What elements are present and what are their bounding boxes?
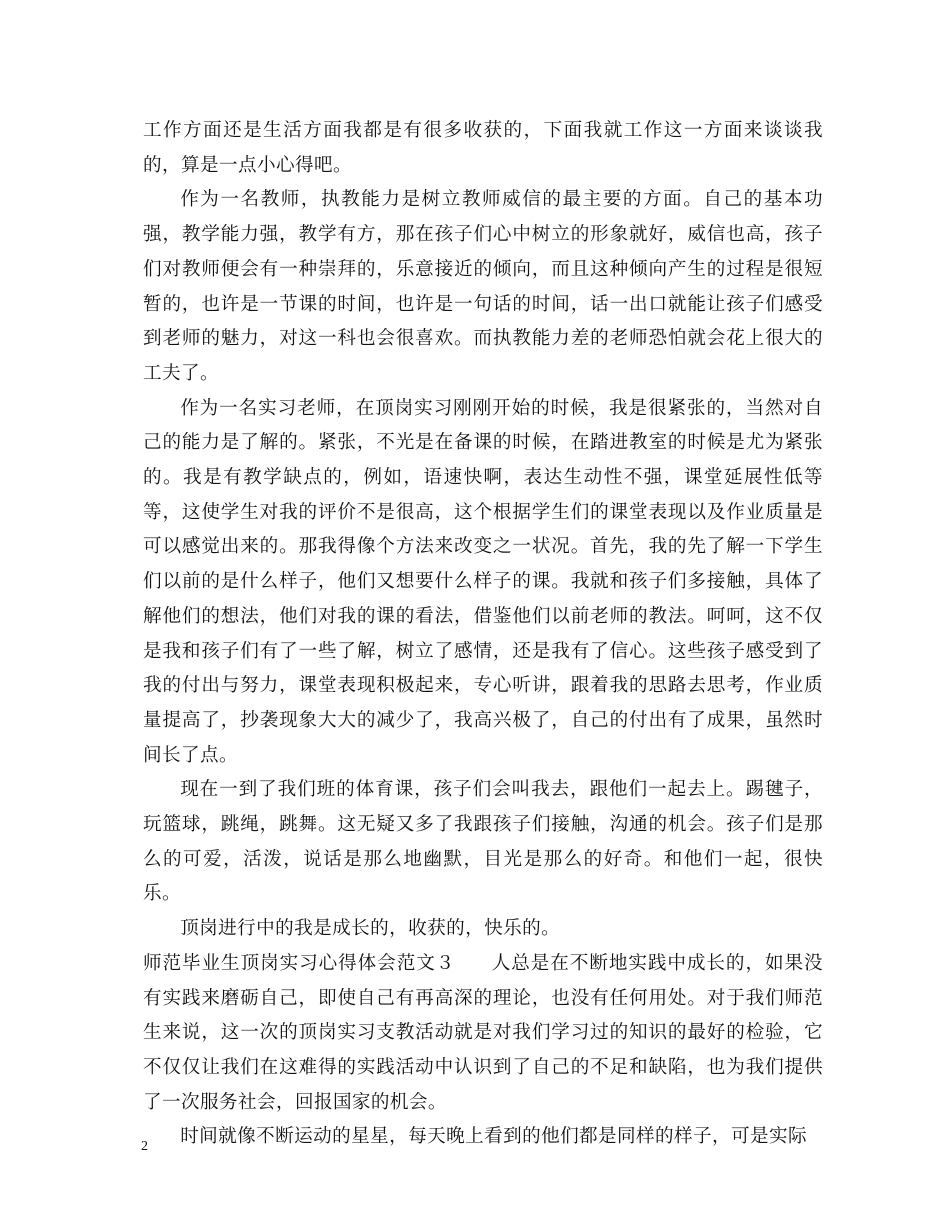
document-body [143, 114, 823, 1155]
page-number: 2 [141, 1139, 148, 1154]
paragraph-teaching-ability: 作为一名教师，执教能力是树立教师威信的最主要的方面。自己的基本功强，教学能力强，教学有方，那在孩子们心中树立的形象就好，威信也高，孩子们对教师便会有一种崇拜的，乐意接近的倾向，而且这种倾向产生的过程是很短暂的，也许是一节课的时间，也许是一句话的时间，话一出口就能让孩子们感受到老师的魅力，对这一科也会很喜欢。而执教能力差的老师恐怕就会花上很大的工夫了。 [143, 189, 823, 384]
paragraph-continuation: 工作方面还是生活方面我都是有很多收获的，下面我就工作这一方面来谈谈我的，算是一点小心得吧。 [143, 120, 823, 176]
paragraph-time-stars: 时间就像不断运动的星星，每天晚上看到的他们都是同样的样子，可是实际 [180, 1126, 807, 1148]
paragraph-growth: 顶岗进行中的我是成长的，收获的，快乐的。 [180, 918, 561, 940]
section-heading: 师范毕业生顶岗实习心得体会范文３ [143, 952, 456, 974]
section-paragraph [143, 947, 823, 1121]
paragraph-pe-class: 现在一到了我们班的体育课，孩子们会叫我去，跟他们一起去上。踢毽子，玩篮球，跳绳，跳舞。这无疑又多了我跟孩子们接触，沟通的机会。孩子们是那么的可爱，活泼，说话是那么地幽默，目光是那么的好奇。和他们一起，很快乐。 [143, 779, 823, 905]
section-text: 人总是在不断地实践中成长的，如果没有实践来磨砺自己，即使自己有再高深的理论，也没有任何用处。对于我们师范生来说，这一次的顶岗实习支教活动就是对我们学习过的知识的最好的检验，它不仅仅让我们在这难得的实践活动中认识到了自己的不足和缺陷，也为我们提供了一次服务社会，回报国家的机会。 [143, 952, 823, 1113]
paragraph-intern-teacher: 作为一名实习老师，在顶岗实习刚刚开始的时候，我是很紧张的，当然对自己的能力是了解的。紧张，不光是在备课的时候，在踏进教室的时候是尤为紧张的。我是有教学缺点的，例如，语速快啊，表达生动性不强，课堂延展性低等等，这使学生对我的评价不是很高，这个根据学生们的课堂表现以及作业质量是可以感觉出来的。那我得像个方法来改变之一状况。首先，我的先了解一下学生们以前的是什么样子，他们又想要什么样子的课。我就和孩子们多接触，具体了解他们的想法，他们对我的课的看法，借鉴他们以前老师的教法。呵呵，这不仅是我和孩子们有了一些了解，树立了感情，还是我有了信心。这些孩子感受到了我的付出与努力，课堂表现积极起来，专心听讲，跟着我的思路去思考，作业质量提高了，抄袭现象大大的减少了，我高兴极了，自己的付出有了成果，虽然时间长了点。 [143, 397, 823, 766]
